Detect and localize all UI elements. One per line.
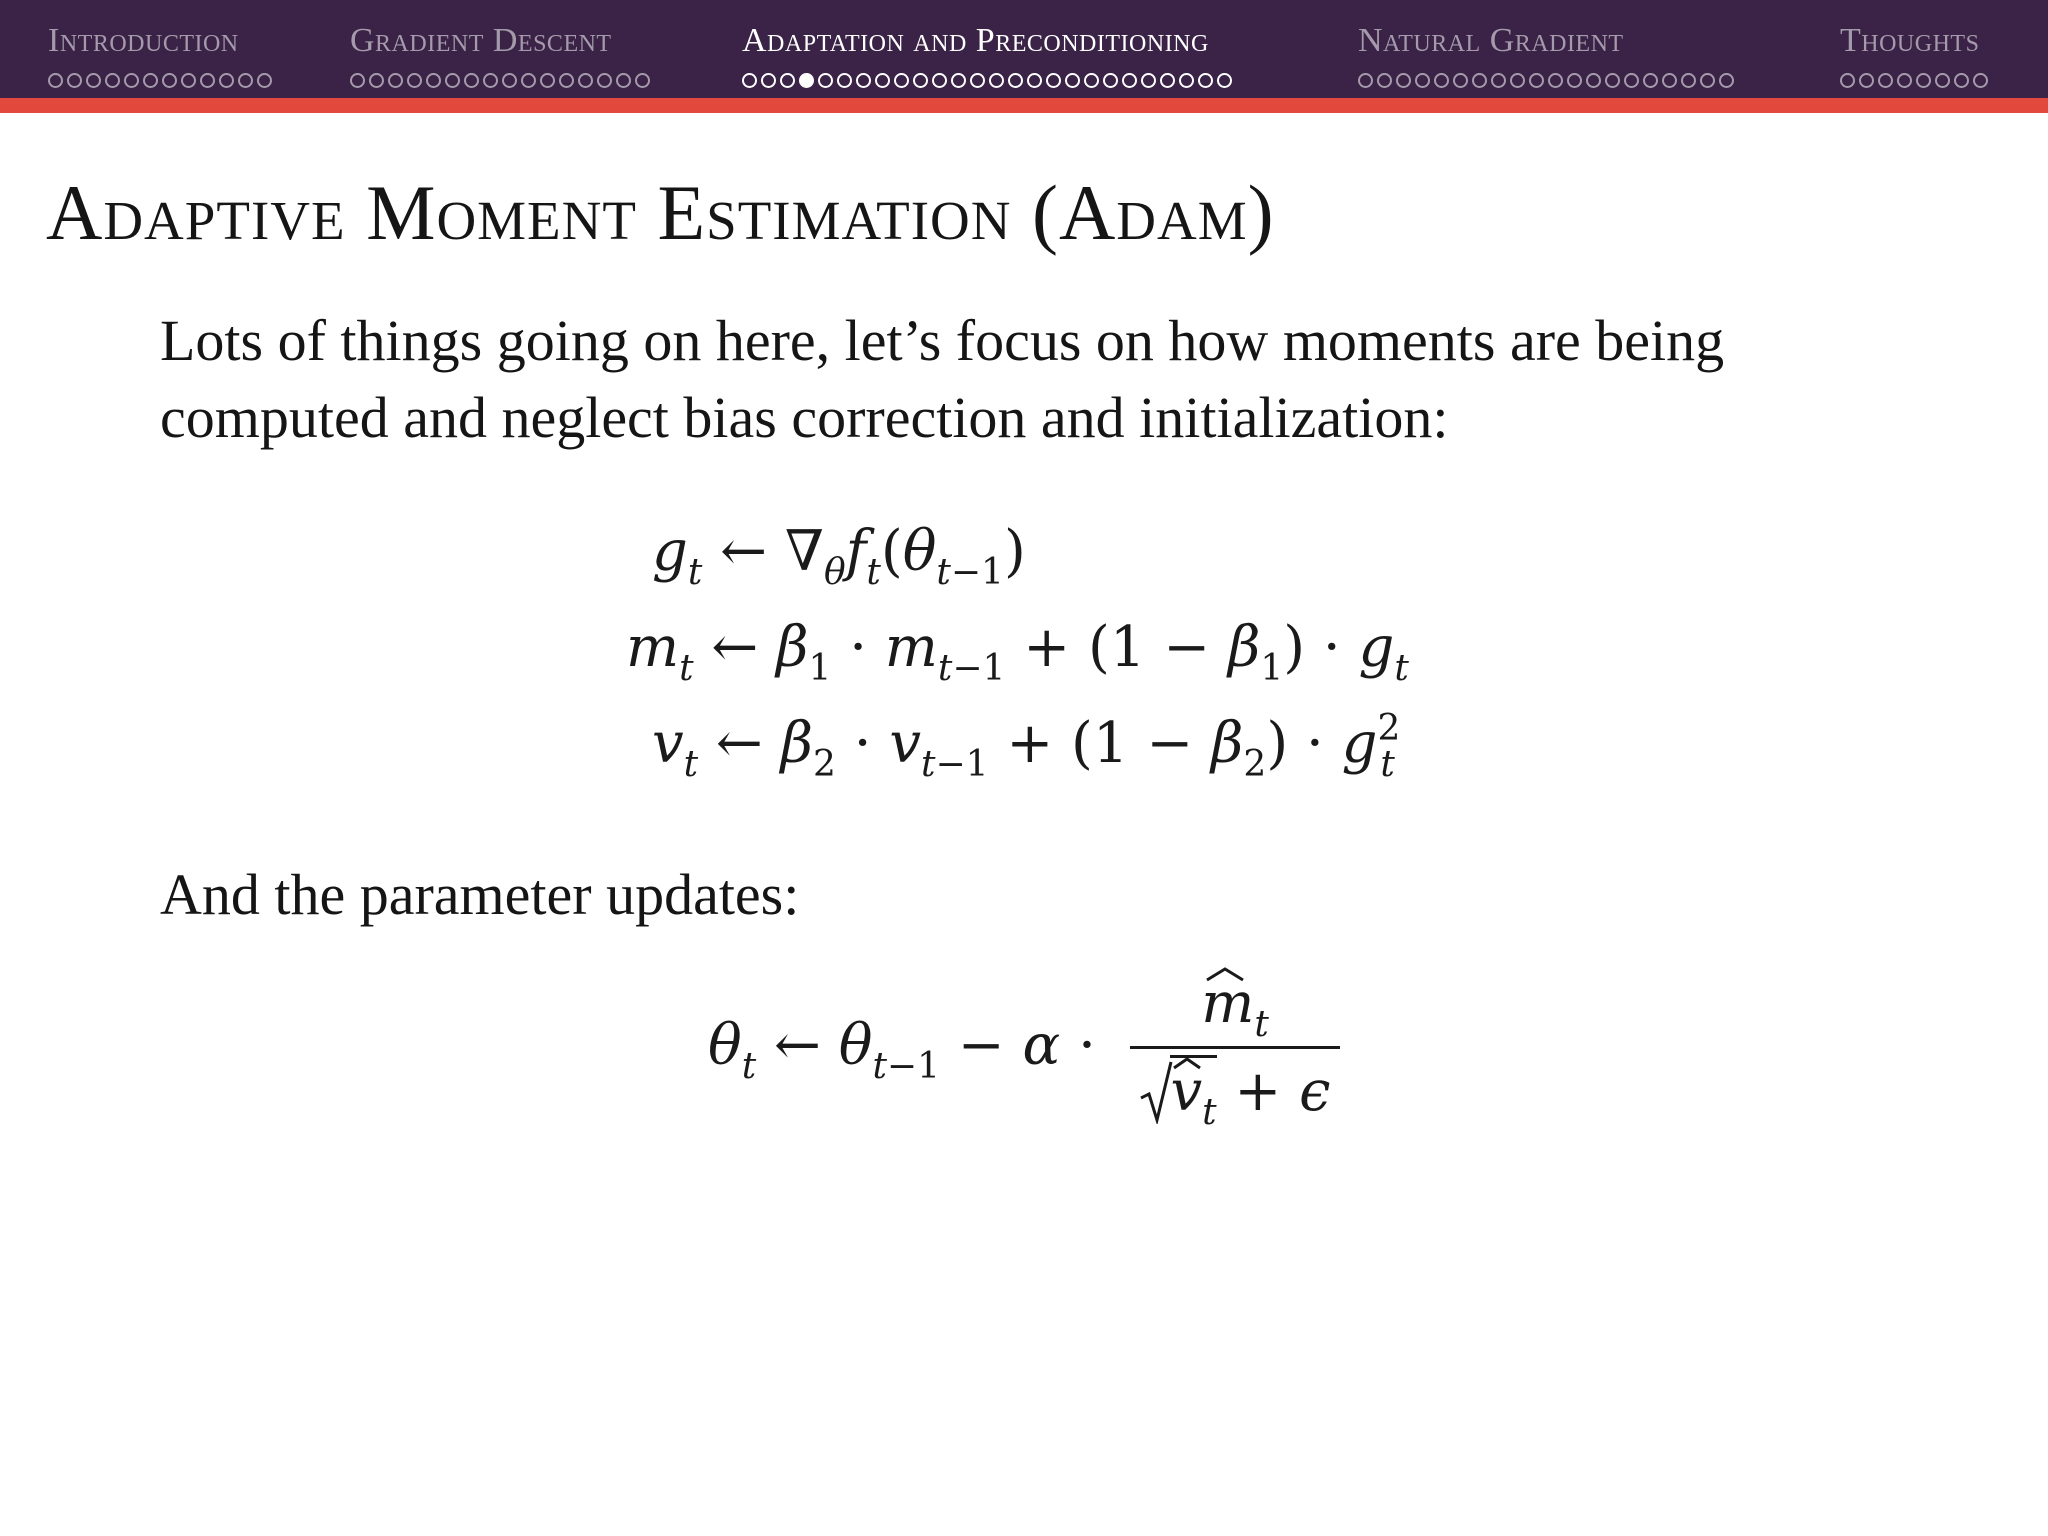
- nav-dot[interactable]: [1681, 73, 1696, 88]
- fraction-denominator: $v_t + \epsilon$: [1130, 1055, 1340, 1124]
- nav-dot[interactable]: [388, 73, 403, 88]
- nav-dot[interactable]: [1548, 73, 1563, 88]
- nav-slide-dots: [350, 70, 650, 90]
- nav-dot[interactable]: [1878, 73, 1893, 88]
- nav-slide-dots: [742, 70, 1232, 90]
- nav-dot[interactable]: [742, 73, 757, 88]
- nav-dot[interactable]: [1217, 73, 1232, 88]
- nav-dot[interactable]: [1643, 73, 1658, 88]
- nav-dot[interactable]: [1358, 73, 1373, 88]
- update-fraction: [1130, 971, 1340, 1133]
- nav-section-title[interactable]: Adaptation and Preconditioning: [742, 22, 1209, 59]
- nav-dot[interactable]: [1586, 73, 1601, 88]
- nav-dot[interactable]: [1046, 73, 1061, 88]
- nav-dot[interactable]: [483, 73, 498, 88]
- nav-dot[interactable]: [780, 73, 795, 88]
- nav-dot[interactable]: [1377, 73, 1392, 88]
- nav-dot[interactable]: [1434, 73, 1449, 88]
- nav-dot[interactable]: [1027, 73, 1042, 88]
- nav-dot[interactable]: [181, 73, 196, 88]
- nav-dot[interactable]: [1605, 73, 1620, 88]
- nav-dot[interactable]: [856, 73, 871, 88]
- nav-dot[interactable]: [445, 73, 460, 88]
- nav-dot[interactable]: [1624, 73, 1639, 88]
- nav-dot[interactable]: [875, 73, 890, 88]
- nav-section-title[interactable]: Thoughts: [1840, 22, 1980, 59]
- nav-dot-current-slide[interactable]: [799, 73, 814, 88]
- nav-dot[interactable]: [1973, 73, 1988, 88]
- nav-dot[interactable]: [837, 73, 852, 88]
- nav-dot[interactable]: [1567, 73, 1582, 88]
- nav-slide-dots: [1840, 70, 1988, 90]
- nav-dot[interactable]: [67, 73, 82, 88]
- nav-dot[interactable]: [426, 73, 441, 88]
- nav-dot[interactable]: [1529, 73, 1544, 88]
- nav-dot[interactable]: [1719, 73, 1734, 88]
- nav-section-title[interactable]: Gradient Descent: [350, 22, 612, 59]
- nav-dot[interactable]: [951, 73, 966, 88]
- nav-dot[interactable]: [464, 73, 479, 88]
- nav-dot[interactable]: [369, 73, 384, 88]
- nav-dot[interactable]: [502, 73, 517, 88]
- nav-section-gradient-descent[interactable]: [350, 22, 650, 90]
- nav-dot[interactable]: [597, 73, 612, 88]
- square-root-icon: [1139, 1060, 1173, 1124]
- nav-dot[interactable]: [162, 73, 177, 88]
- nav-dot[interactable]: [1179, 73, 1194, 88]
- nav-dot[interactable]: [1935, 73, 1950, 88]
- nav-dot[interactable]: [1472, 73, 1487, 88]
- nav-section-thoughts[interactable]: [1840, 22, 1988, 90]
- nav-dot[interactable]: [1491, 73, 1506, 88]
- fraction-numerator: $m_t$: [1130, 972, 1340, 1046]
- nav-dot[interactable]: [1160, 73, 1175, 88]
- nav-dot[interactable]: [932, 73, 947, 88]
- equation-second-moment: $v_t$ ← $\beta_2 \cdot v_{t-1} + (1 - \beta_2) \cdot g^2_t$: [652, 708, 1401, 785]
- nav-dot[interactable]: [1453, 73, 1468, 88]
- nav-dot[interactable]: [257, 73, 272, 88]
- header-accent-stripe: [0, 98, 2048, 113]
- nav-dot[interactable]: [1662, 73, 1677, 88]
- parameter-updates-label: And the parameter updates:: [160, 862, 800, 927]
- nav-dot[interactable]: [635, 73, 650, 88]
- fraction-bar: [1130, 1046, 1340, 1049]
- nav-section-adaptation-and-preconditioning[interactable]: [742, 22, 1232, 90]
- nav-dot[interactable]: [1084, 73, 1099, 88]
- nav-dot[interactable]: [1141, 73, 1156, 88]
- nav-dot[interactable]: [540, 73, 555, 88]
- nav-dot[interactable]: [1954, 73, 1969, 88]
- nav-dot[interactable]: [143, 73, 158, 88]
- nav-dot[interactable]: [521, 73, 536, 88]
- nav-dot[interactable]: [238, 73, 253, 88]
- nav-dot[interactable]: [1859, 73, 1874, 88]
- nav-section-title[interactable]: Introduction: [48, 22, 239, 59]
- nav-dot[interactable]: [616, 73, 631, 88]
- nav-dot[interactable]: [894, 73, 909, 88]
- nav-section-natural-gradient[interactable]: [1358, 22, 1734, 90]
- nav-section-title[interactable]: Natural Gradient: [1358, 22, 1624, 59]
- section-navigation-bar: [0, 0, 2048, 98]
- nav-dot[interactable]: [1103, 73, 1118, 88]
- nav-dot[interactable]: [1122, 73, 1137, 88]
- nav-dot[interactable]: [105, 73, 120, 88]
- nav-dot[interactable]: [1198, 73, 1213, 88]
- nav-dot[interactable]: [1840, 73, 1855, 88]
- nav-dot[interactable]: [989, 73, 1004, 88]
- nav-slide-dots: [1358, 70, 1734, 90]
- nav-dot[interactable]: [219, 73, 234, 88]
- hat-icon: [1172, 1056, 1202, 1070]
- nav-dot[interactable]: [350, 73, 365, 88]
- nav-dot[interactable]: [913, 73, 928, 88]
- nav-dot[interactable]: [761, 73, 776, 88]
- nav-dot[interactable]: [200, 73, 215, 88]
- equation-gradient: $g_t$ ← $\nabla_\theta f_t(\theta_{t-1})$: [652, 519, 1026, 593]
- nav-dot[interactable]: [1008, 73, 1023, 88]
- nav-dot[interactable]: [1065, 73, 1080, 88]
- nav-dot[interactable]: [86, 73, 101, 88]
- nav-dot[interactable]: [1897, 73, 1912, 88]
- nav-dot[interactable]: [818, 73, 833, 88]
- hat-icon: [1205, 966, 1245, 982]
- equation-first-moment: $m_t$ ← $\beta_1 \cdot m_{t-1} + (1 - \beta_1) \cdot g_t$: [626, 615, 1409, 689]
- nav-dot[interactable]: [1916, 73, 1931, 88]
- nav-slide-dots: [48, 70, 272, 90]
- nav-dot[interactable]: [407, 73, 422, 88]
- slide-title: Adaptive Moment Estimation (Adam): [46, 169, 1275, 256]
- nav-dot[interactable]: [124, 73, 139, 88]
- nav-dot[interactable]: [1396, 73, 1411, 88]
- nav-dot[interactable]: [559, 73, 574, 88]
- intro-paragraph: Lots of things going on here, let’s focus on how moments are being computed and neglect bias correction and initialization:: [160, 308, 1725, 450]
- nav-dot[interactable]: [1415, 73, 1430, 88]
- nav-dot[interactable]: [48, 73, 63, 88]
- nav-dot[interactable]: [1700, 73, 1715, 88]
- nav-dot[interactable]: [970, 73, 985, 88]
- nav-section-introduction[interactable]: [48, 22, 272, 90]
- update-lhs: $\theta_t$ ← $\theta_{t-1} - \alpha$ ·: [708, 1013, 1096, 1087]
- nav-dot[interactable]: [1510, 73, 1525, 88]
- nav-dot[interactable]: [578, 73, 593, 88]
